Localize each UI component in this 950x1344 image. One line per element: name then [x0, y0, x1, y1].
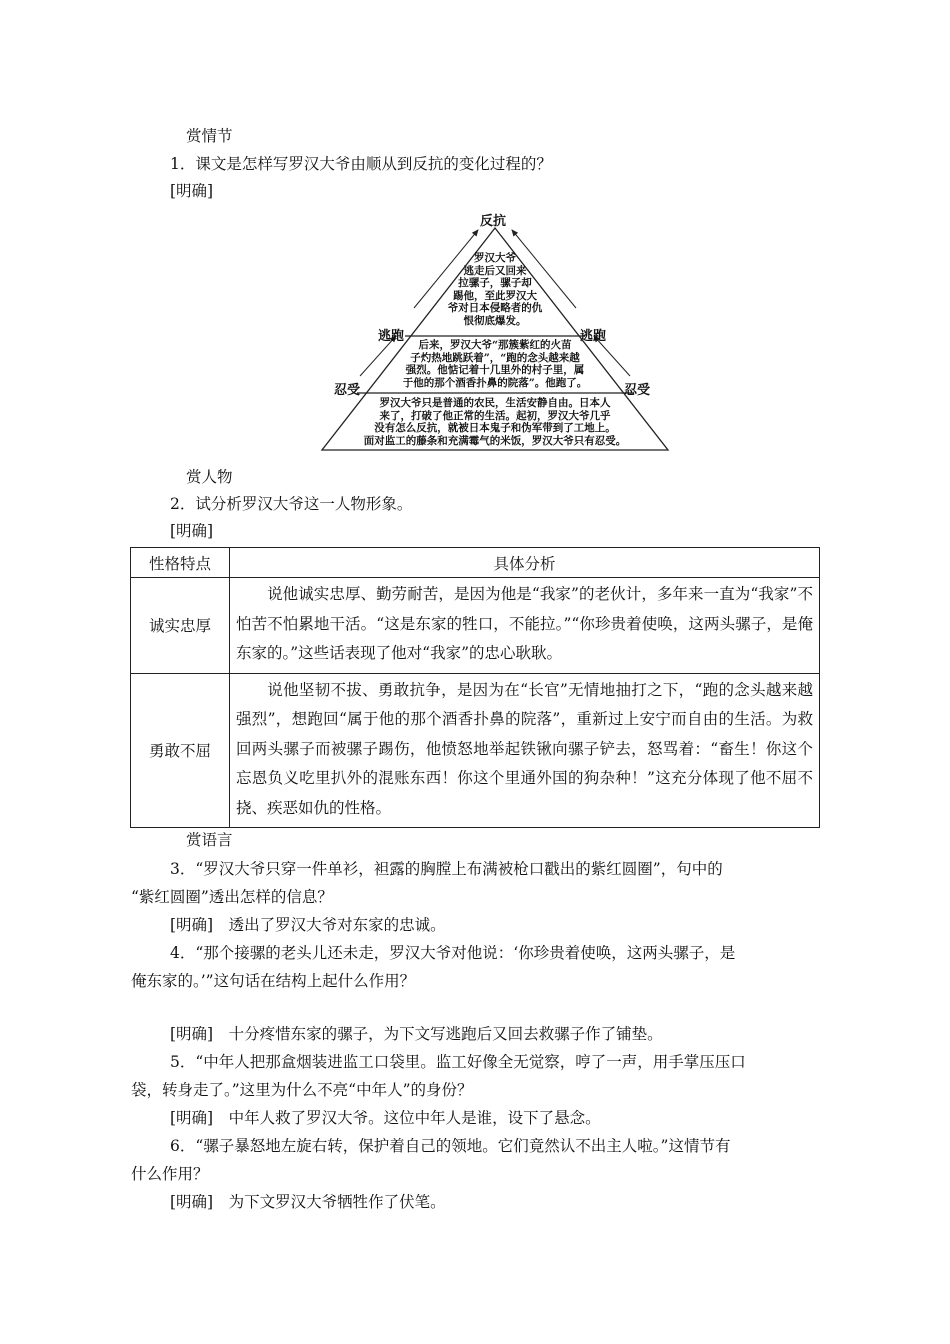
- pyramid-label-left-low: 忍受: [334, 383, 361, 398]
- table-row: [131, 578, 820, 674]
- question-1: 1．课文是怎样写罗汉大爷由顺从到反抗的变化过程的？: [170, 155, 552, 173]
- section-heading-language: 赏语言: [186, 831, 233, 849]
- question-6-line-2: 什么作用？: [131, 1165, 209, 1183]
- question-3-line-2: “紫红圆圈”透出怎样的信息？: [131, 888, 333, 906]
- table-row: [131, 673, 820, 828]
- question-2: 2．试分析罗汉大爷这一人物形象。: [170, 495, 413, 513]
- pyramid-tier-low-text: 罗汉大爷只是普通的农民，生活安静自由。日本人 来了，打破了他正常的生活。起初，罗汉大爷几乎 没有怎么反抗，就被日本鬼子和伪军带到了工地上。 面对监工的藤条和充满霉气的米饭，罗汉大爷只有忍受。: [363, 397, 627, 447]
- answer-label-2: [明确]: [170, 522, 214, 540]
- character-table: [130, 547, 820, 828]
- answer-5: [明确] 中年人救了罗汉大爷。这位中年人是谁，设下了悬念。: [170, 1109, 601, 1127]
- answer-4: [明确] 十分疼惜东家的骡子，为下文写逃跑后又回去救骡子作了铺垫。: [170, 1025, 663, 1043]
- table-header-trait: 性格特点: [131, 548, 230, 578]
- table-header-row: [131, 548, 820, 578]
- question-5-line-2: 袋，转身走了。”这里为什么不亮“中年人”的身份？: [131, 1081, 473, 1099]
- pyramid-tier-top-text: 罗汉大爷 逃走后又回来 拉骡子，骡子却 踢他，至此罗汉大 爷对日本侵略者的仇 恨彻底爆发。: [447, 252, 543, 327]
- pyramid-label-right-low: 忍受: [624, 383, 651, 398]
- table-cell-trait: 诚实忠厚: [131, 578, 230, 674]
- pyramid-diagram: [318, 208, 672, 456]
- answer-3: [明确] 透出了罗汉大爷对东家的忠诚。: [170, 916, 446, 934]
- table-cell-trait: 勇敢不屈: [131, 673, 230, 828]
- section-heading-plot: 赏情节: [186, 127, 233, 145]
- section-heading-character: 赏人物: [186, 468, 233, 486]
- table-cell-analysis: 说他坚韧不拔、勇敢抗争，是因为在“长官”无情地抽打之下，“跑的念头越来越强烈”，想跑回“属于他的那个酒香扑鼻的院落”，重新过上安宁而自由的生活。为救回两头骡子而被骡子踢伤，他愤怒地举起铁锹向骡子铲去，怒骂着：“畜生！你这个忘恩负义吃里扒外的混账东西！你这个里通外国的狗杂种！”这充分体现了他不屈不挠、疾恶如仇的性格。: [230, 673, 820, 828]
- table-cell-analysis: 说他诚实忠厚、勤劳耐苦，是因为他是“我家”的老伙计，多年来一直为“我家”不怕苦不怕累地干活。“这是东家的牲口，不能拉。”“你珍贵着使唤，这两头骡子，是俺东家的。”这些话表现了他对“我家”的忠心耿耿。: [230, 578, 820, 674]
- pyramid-tier-mid-text: 后来，罗汉大爷“那簇紫红的火苗 子灼热地跳跃着”，“跑的念头越来越 强烈。他惦记着十几里外的村子里，属 于他的那个酒香扑鼻的院落”。他跑了。: [402, 339, 588, 389]
- table-header-analysis: 具体分析: [230, 548, 820, 578]
- question-6-line-1: 6．“骡子暴怒地左旋右转，保护着自己的领地。它们竟然认不出主人啦。”这情节有: [170, 1137, 731, 1155]
- pyramid-label-left-mid: 逃跑: [378, 329, 405, 344]
- pyramid-label-right-mid: 逃跑: [580, 329, 607, 344]
- answer-label-1: [明确]: [170, 182, 214, 200]
- question-3-line-1: 3．“罗汉大爷只穿一件单衫，袒露的胸膛上布满被枪口戳出的紫红圆圈”，句中的: [170, 860, 723, 878]
- question-4-line-2: 俺东家的。’”这句话在结构上起什么作用？: [131, 972, 416, 990]
- question-5-line-1: 5．“中年人把那盒烟装进监工口袋里。监工好像全无觉察，哼了一声，用手掌压压口: [170, 1053, 746, 1071]
- pyramid-label-top: 反抗: [480, 214, 507, 229]
- answer-6: [明确] 为下文罗汉大爷牺牲作了伏笔。: [170, 1193, 446, 1211]
- question-4-line-1: 4．“那个接骡的老头儿还未走，罗汉大爷对他说：‘你珍贵着使唤，这两头骡子，是: [170, 944, 736, 962]
